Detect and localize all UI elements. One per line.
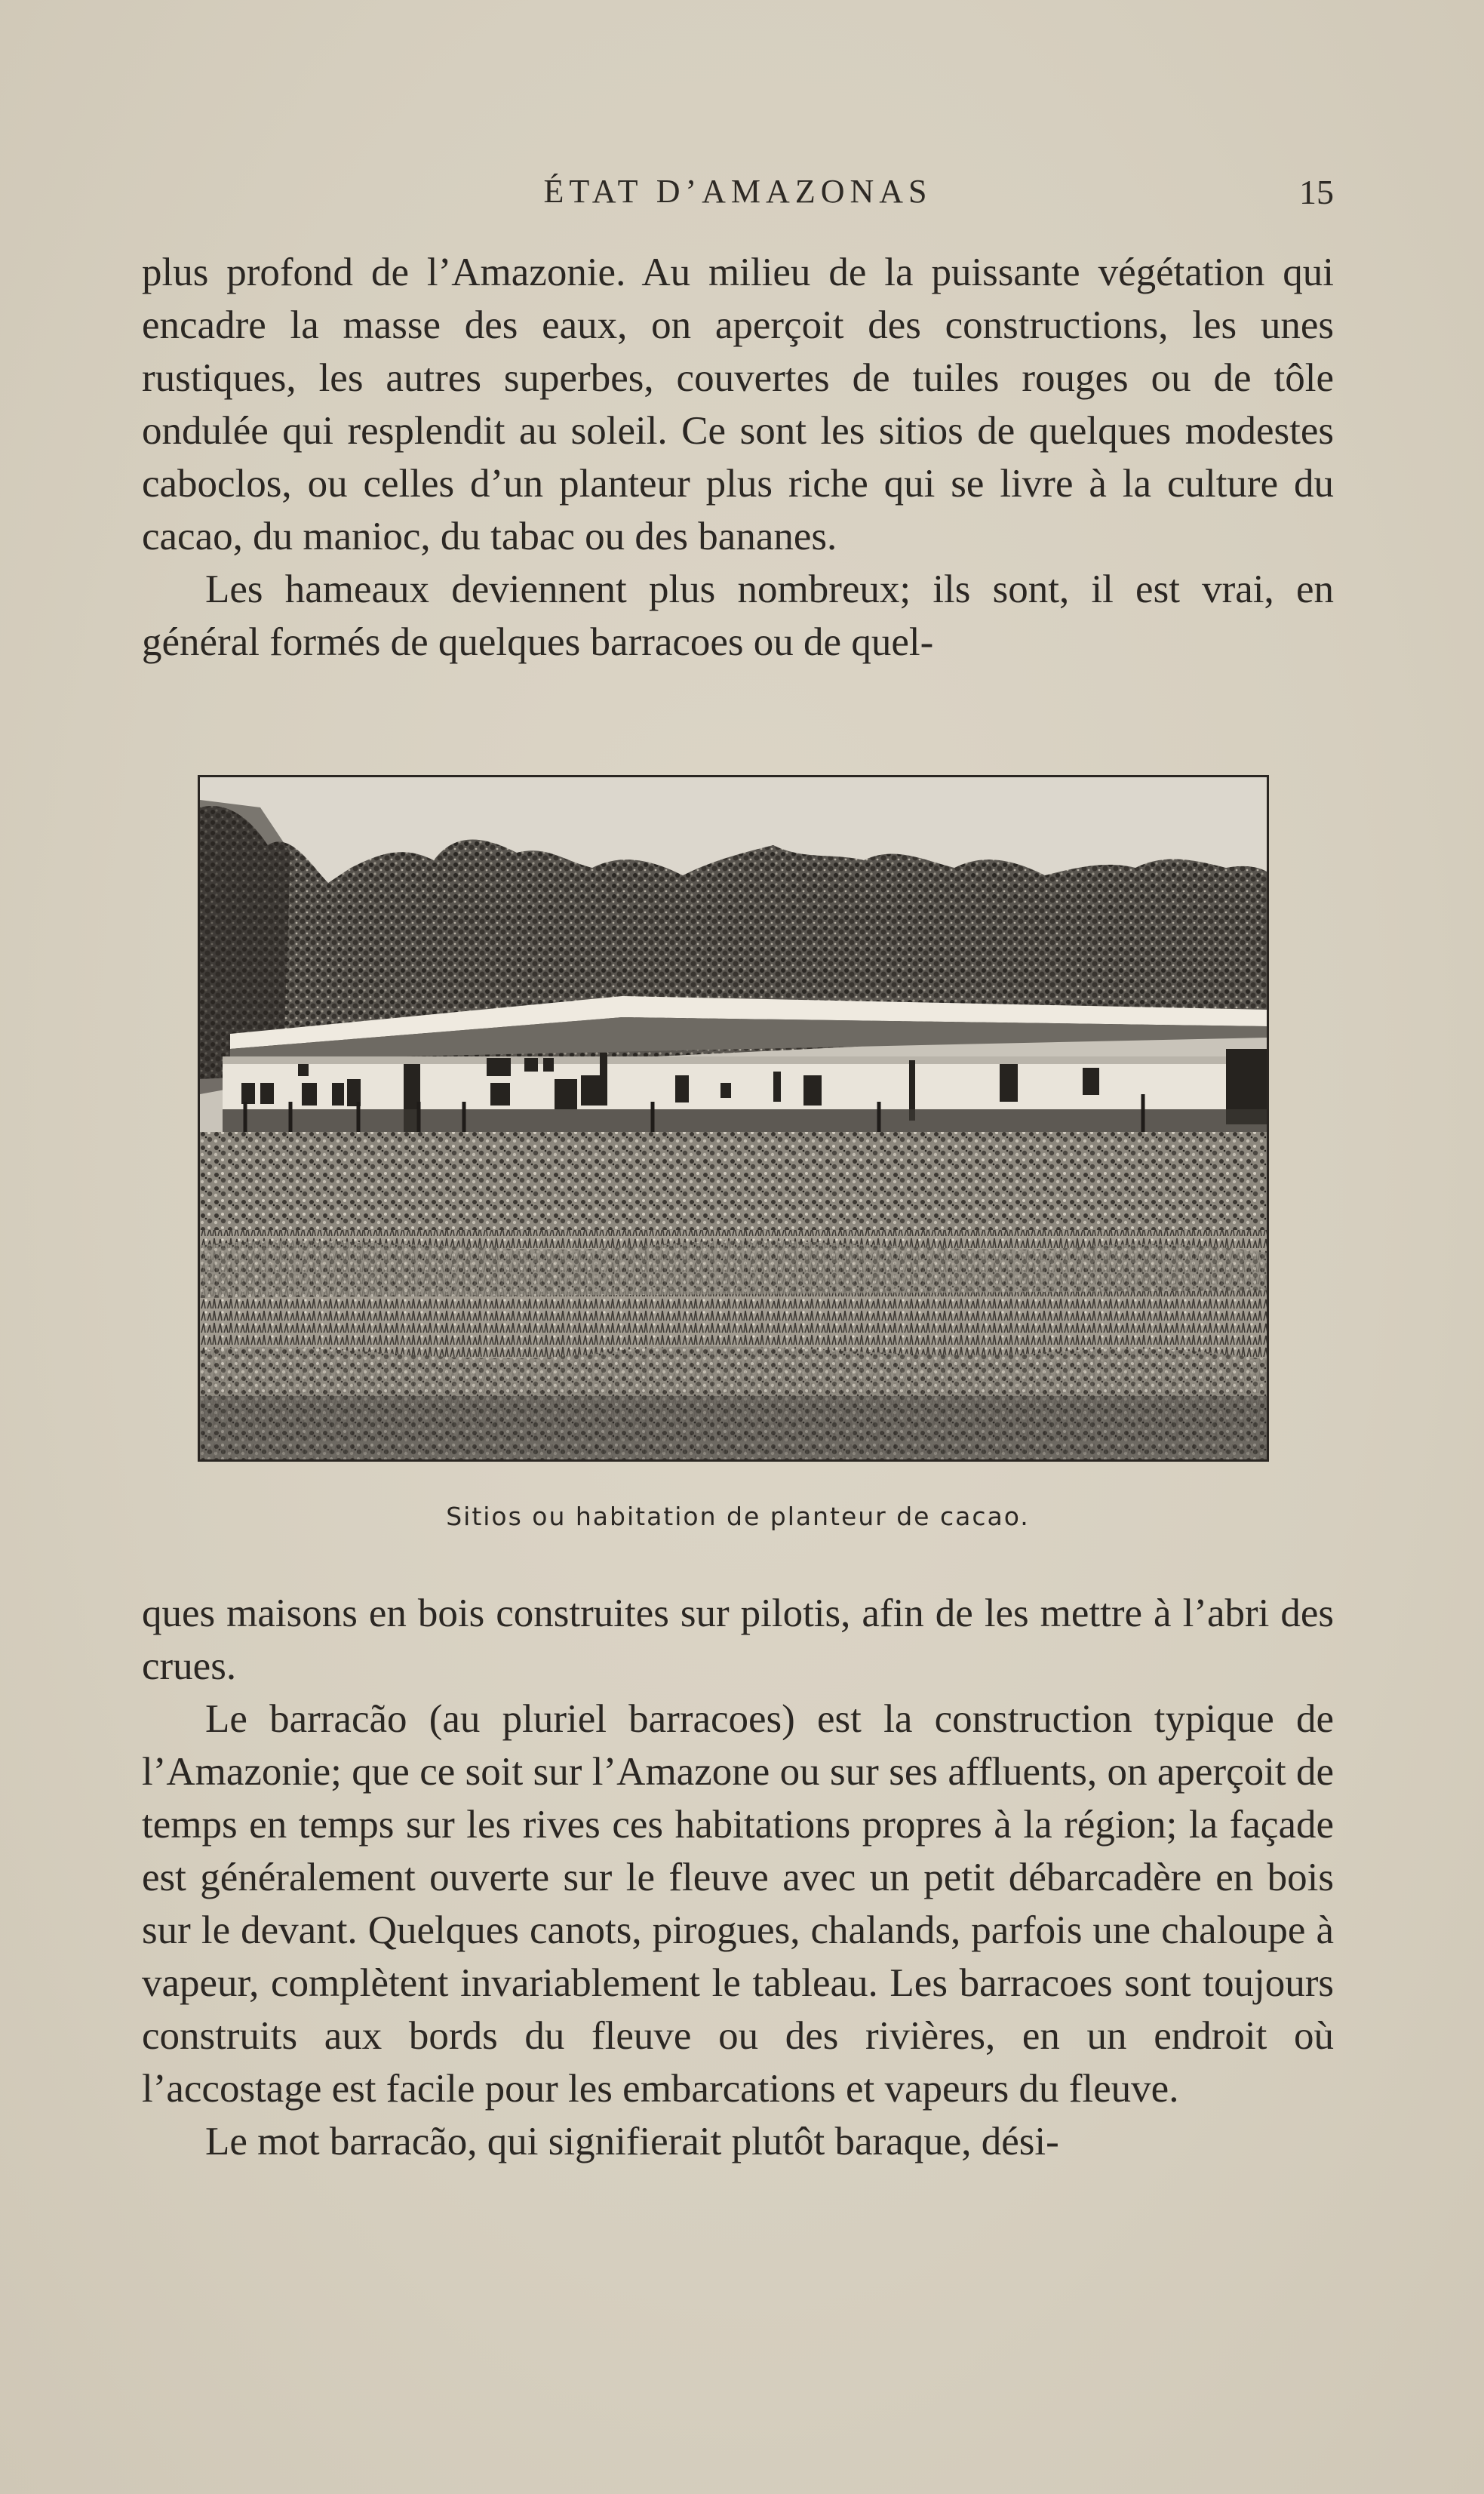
running-head: ÉTAT D’AMAZONAS (543, 173, 932, 210)
paragraph: Les hameaux deviennent plus nombreux; ils sont, il est vrai, en général formés de quelques barracoes ou de quel- (142, 567, 1334, 664)
text-block-bottom (142, 1587, 1334, 2168)
text-block-top (142, 246, 1334, 669)
page-header (142, 172, 1334, 217)
paragraph: plus profond de l’Amazonie. Au milieu de la puissante végétation qui encadre la masse des eaux, on aperçoit des constructions, les unes rustiques, les autres superbes, couvertes de tuiles rouges ou de tôle ondulée qui resplendit au soleil. Ce sont les sitios de quelques modestes caboclos, ou celles d’un planteur plus riche qui se livre à la culture du cacao, du manioc, du tabac ou des bananes. (142, 251, 1334, 558)
paragraph: Le barracão (au pluriel barracoes) est la construction typique de l’Amazonie; que ce soit sur l’Amazone ou sur ses affluents, on aperçoit de temps en temps sur les rives ces habitations propres à la région; la façade est généralement ouverte sur le fleuve avec un petit débarcadère en bois sur le devant. Quelques canots, pirogues, chalands, parfois une chaloupe à vapeur, complètent invariablement le tableau. Les barracoes sont toujours construits aux bords du fleuve ou des rivières, en un endroit où l’accostage est facile pour les embarcations et vapeurs du fleuve. (142, 1697, 1334, 2111)
paragraph: Le mot barracão, qui signifierait plutôt baraque, dési- (205, 2120, 1059, 2163)
photo-illustration (200, 777, 1267, 1459)
plantation-photograph (198, 775, 1269, 1462)
figure-caption: Sitios ou habitation de planteur de cacao. (446, 1502, 1030, 1531)
page-number: 15 (1299, 173, 1334, 211)
paragraph: ques maisons en bois construites sur pilotis, afin de les mettre à l’abri des crues. (142, 1591, 1334, 1688)
